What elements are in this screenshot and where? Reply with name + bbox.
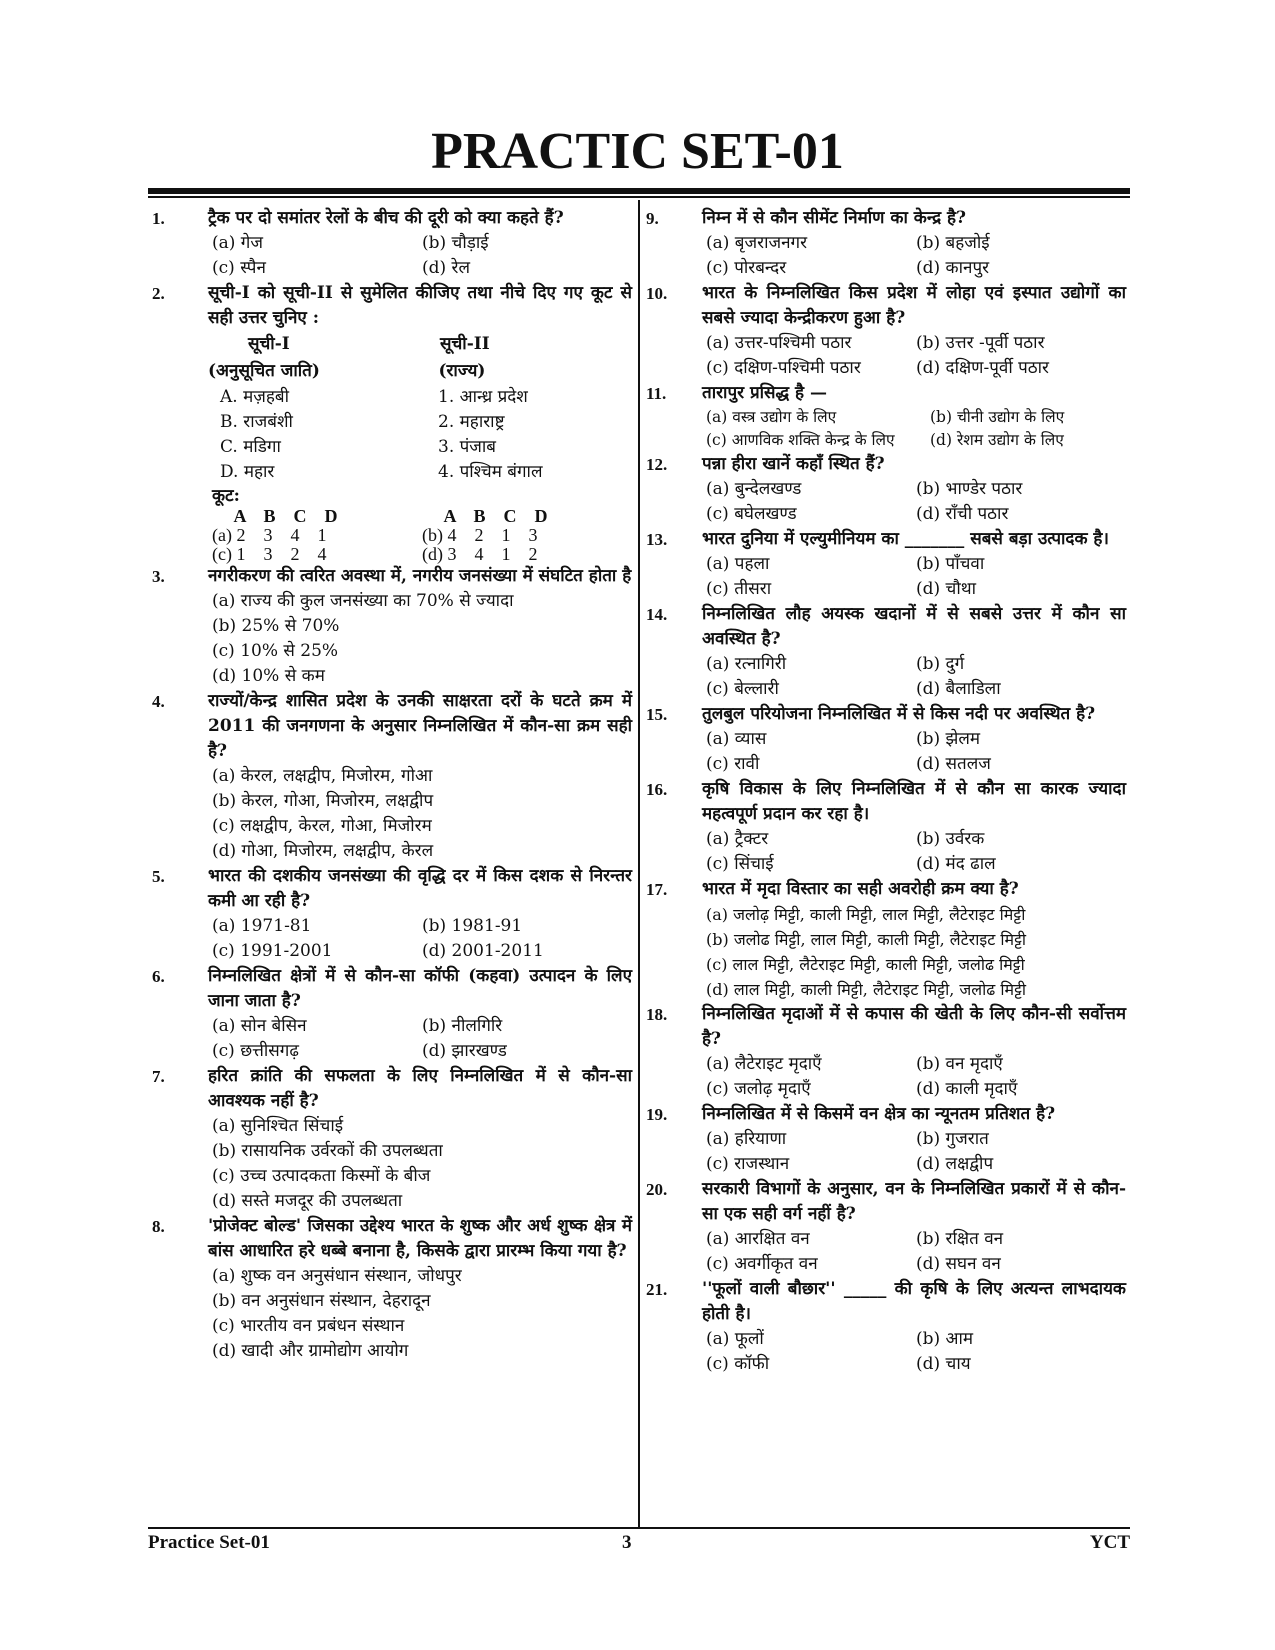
question-text: तारापुर प्रसिद्ध है — [702,383,827,403]
option: (b) जलोढ मिट्टी, लाल मिट्टी, काली मिट्टी, लैटेराइट मिट्टी [706,930,1027,949]
question-text: सूची-I को सूची-II से सुमेलित कीजिए तथा नीचे दिए गए कूट से सही उत्तर चुनिए : [208,283,632,328]
title-rule-thin [148,196,1130,198]
option: (d) सस्ते मजदूर की उपलब्धता [212,1191,403,1211]
option: (a) उत्तर-पश्चिमी पठार [706,333,852,353]
option: (d) दक्षिण-पूर्वी पठार [916,358,1050,378]
page-footer [148,1532,1130,1560]
koot-row: (c) 1 3 2 4 (d) 3 4 1 2 [212,544,538,564]
question-text: ''फूलों वाली बौछार'' _____ की कृषि के लिए अत्यन्त लाभदायक होती है। [702,1279,1126,1324]
option: (b) केरल, गोआ, मिजोरम, लक्षद्वीप [212,791,434,811]
question-14: 14. निम्नलिखित लौह अयस्क खदानों में से सबसे उत्तर में कौन सा अवस्थित है? (a) रत्नागिरी (b) दुर्ग (c) बेल्लारी (d) बैलाडिला [646,602,1126,702]
option: (c) लाल मिट्टी, लैटेराइट मिट्टी, काली मिट्टी, जलोढ मिट्टी [706,955,1025,974]
option: (b) उत्तर -पूर्वी पठार [916,333,1045,353]
option: (d) चाय [916,1354,971,1374]
option: (a) राज्य की कुल जनसंख्या का 70% से ज्यादा [212,591,514,611]
option: (b) वन मृदाएँ [916,1054,1003,1074]
question-8: 8. 'प्रोजेक्ट बोल्ड' जिसका उद्देश्य भारत के शुष्क और अर्ध शुष्क क्षेत्र में बांस आधारित हरे धब्बे बनाना है, किसके द्वारा प्रारम्भ किया गया है? (a) शुष्क वन अनुसंधान संस्थान, जोधपुर (b) वन अनुसंधान संस्थान, देहरादून (c) भारतीय वन प्रबंधन संस्थान (d) खादी और ग्रामोद्योग आयोग [152,1214,632,1364]
option: (a) बृजराजनगर [706,233,808,253]
option: (b) 25% से 70% [212,616,340,636]
question-7: 7. हरित क्रांति की सफलता के लिए निम्नलिखित में से कौन-सा आवश्यक नहीं है? (a) सुनिश्चित सिंचाई (b) रासायनिक उर्वरकों की उपलब्धता (c) उच्च उत्पादकता किस्मों के बीज (d) सस्ते मजदूर की उपलब्धता [152,1064,632,1214]
option: (b) नीलगिरि [422,1016,503,1036]
question-text: कृषि विकास के लिए निम्नलिखित में से कौन सा कारक ज्यादा महत्वपूर्ण प्रदान कर रहा है। [702,779,1126,824]
koot-header: A B C D A B C D [212,506,548,526]
option: (a) हरियाणा [706,1129,787,1149]
question-20: 20. सरकारी विभागों के अनुसार, वन के निम्नलिखित प्रकारों में से कौन-सा एक सही वर्ग नहीं है? (a) आरक्षित वन (b) रक्षित वन (c) अवर्गीकृत वन (d) सघन वन [646,1177,1126,1277]
question-15: 15. तुलबुल परियोजना निम्नलिखित में से किस नदी पर अवस्थित है? (a) व्यास (b) झेलम (c) रावी (d) सतलज [646,702,1126,777]
option: (d) सघन वन [916,1254,1001,1274]
option: (b) बहजोई [916,233,990,253]
title-rule-thick [148,188,1130,194]
question-text: 'प्रोजेक्ट बोल्ड' जिसका उद्देश्य भारत के शुष्क और अर्ध शुष्क क्षेत्र में बांस आधारित हरे धब्बे बनाना है, किसके द्वारा प्रारम्भ किया गया है? [208,1216,632,1261]
question-text: राज्यों/केन्द्र शासित प्रदेश के उनकी साक्षरता दरों के घटते क्रम में 2011 की जनगणना के अनुसार निम्नलिखित में कौन-सा क्रम सही है? [208,691,632,761]
option: (a) रत्नागिरी [706,654,787,674]
question-11: 11. तारापुर प्रसिद्ध है — (a) वस्त्र उद्योग के लिए (b) चीनी उद्योग के लिए (c) आणविक शक्ति केन्द्र के लिए (d) रेशम उद्योग के लिए [646,381,1126,452]
option: (b) चीनी उद्योग के लिए [930,408,1065,426]
option: (c) बेल्लारी [706,679,779,699]
koot-label: कूट: [212,486,240,506]
option: (d) 10% से कम [212,666,325,686]
option: (d) रेल [422,258,471,278]
page-title: PRACTIC SET-01 [431,123,844,180]
question-2: 2. सूची-I को सूची-II से सुमेलित कीजिए तथा नीचे दिए गए कूट से सही उत्तर चुनिए : सूची-I सूची-II (अनुसूचित जाति) (राज्य) A. मज़हबी 1. आन्ध्र प्रदेश B. राजबंशी 2. महाराष्ट्र C. मडिगा 3. पंजाब D. महार 4. पश्चिम बंगाल कूट: A B C D A B C D (a) 2 3 4 1 (b) 4 2 1 3 (c) 1 3 2 4 (d) 3 4 1 2 [152,283,632,564]
option: (a) ट्रैक्टर [706,829,769,849]
question-6: 6. निम्नलिखित क्षेत्रों में से कौन-सा कॉफी (कहवा) उत्पादन के लिए जाना जाता है? (a) सोन बेसिन (b) नीलगिरि (c) छत्तीसगढ़ (d) झारखण्ड [152,964,632,1064]
option: (c) 10% से 25% [212,641,339,661]
question-3: 3. नगरीकरण की त्वरित अवस्था में, नगरीय जनसंख्या में संघटित होता है (a) राज्य की कुल जनसंख्या का 70% से ज्यादा (b) 25% से 70% (c) 10% से 25% (d) 10% से कम [152,564,632,689]
option: (d) झारखण्ड [422,1041,507,1061]
option: (d) रेशम उद्योग के लिए [930,431,1064,449]
question-text: भारत में मृदा विस्तार का सही अवरोही क्रम क्या है? [702,879,1019,899]
question-text: सरकारी विभागों के अनुसार, वन के निम्नलिखित प्रकारों में से कौन-सा एक सही वर्ग नहीं है? [702,1179,1126,1224]
option: (c) आणविक शक्ति केन्द्र के लिए [706,431,895,449]
koot-row: (a) 2 3 4 1 (b) 4 2 1 3 [212,525,538,545]
question-18: 18. निम्नलिखित मृदाओं में से कपास की खेती के लिए कौन-सी सर्वोत्तम है? (a) लैटेराइट मृदाएँ (b) वन मृदाएँ (c) जलोढ़ मृदाएँ (d) काली मृदाएँ [646,1002,1126,1102]
option: (d) सतलज [916,754,991,774]
option: (c) बघेलखण्ड [706,504,797,524]
option: (d) 2001-2011 [422,941,544,961]
option: (d) राँची पठार [916,504,1009,524]
option: (a) शुष्क वन अनुसंधान संस्थान, जोधपुर [212,1266,462,1286]
question-13: 13. भारत दुनिया में एल्युमीनियम का _______ सबसे बड़ा उत्पादक है। (a) पहला (b) पाँचवा (c) तीसरा (d) चौथा [646,527,1126,602]
option: (c) जलोढ़ मृदाएँ [706,1079,811,1099]
question-text: निम्न में से कौन सीमेंट निर्माण का केन्द्र है? [702,208,967,228]
question-21: 21. ''फूलों वाली बौछार'' _____ की कृषि के लिए अत्यन्त लाभदायक होती है। (a) फूलों (b) आम (c) कॉफी (d) चाय [646,1277,1126,1377]
option: (d) खादी और ग्रामोद्योग आयोग [212,1341,409,1361]
question-4: 4. राज्यों/केन्द्र शासित प्रदेश के उनकी साक्षरता दरों के घटते क्रम में 2011 की जनगणना के अनुसार निम्नलिखित में कौन-सा क्रम सही है? (a) केरल, लक्षद्वीप, मिजोरम, गोआ (b) केरल, गोआ, मिजोरम, लक्षद्वीप (c) लक्षद्वीप, केरल, गोआ, मिजोरम (d) गोआ, मिजोरम, लक्षद्वीप, केरल [152,689,632,864]
option: (c) राजस्थान [706,1154,790,1174]
question-text: नगरीकरण की त्वरित अवस्था में, नगरीय जनसंख्या में संघटित होता है [208,566,632,586]
left-column [152,206,632,1364]
match-row: D. महार 4. पश्चिम बंगाल [220,462,543,482]
option: (b) 1981-91 [422,916,523,936]
option: (a) वस्त्र उद्योग के लिए [706,408,837,426]
footer-set-label: Practice Set-01 [148,1532,270,1553]
question-text: निम्नलिखित में से किसमें वन क्षेत्र का न्यूनतम प्रतिशत है? [702,1104,1056,1124]
option: (a) फूलों [706,1329,764,1349]
option: (a) केरल, लक्षद्वीप, मिजोरम, गोआ [212,766,433,786]
question-19: 19. निम्नलिखित में से किसमें वन क्षेत्र का न्यूनतम प्रतिशत है? (a) हरियाणा (b) गुजरात (c) राजस्थान (d) लक्षद्वीप [646,1102,1126,1177]
option: (c) लक्षद्वीप, केरल, गोआ, मिजोरम [212,816,432,836]
question-1: 1. ट्रैक पर दो समांतर रेलों के बीच की दूरी को क्या कहते हैं? (a) गेज (b) चौड़ाई (c) स्पैन (d) रेल [152,206,632,281]
footer-rule [148,1527,1130,1529]
option: (d) बैलाडिला [916,679,1001,699]
option: (d) गोआ, मिजोरम, लक्षद्वीप, केरल [212,841,434,861]
option: (b) दुर्ग [916,654,965,674]
option: (b) गुजरात [916,1129,989,1149]
option: (d) मंद ढाल [916,854,996,874]
question-text: भारत की दशकीय जनसंख्या की वृद्धि दर में किस दशक से निरन्तर कमी आ रही है? [208,866,632,911]
match-row: C. मडिगा 3. पंजाब [220,437,497,457]
option: (c) भारतीय वन प्रबंधन संस्थान [212,1316,405,1336]
option: (c) दक्षिण-पश्चिमी पठार [706,358,861,378]
option: (b) उर्वरक [916,829,985,849]
option: (c) स्पैन [212,258,266,278]
question-10: 10. भारत के निम्नलिखित किस प्रदेश में लोहा एवं इस्पात उद्योगों का सबसे ज्यादा केन्द्रीकरण हुआ है? (a) उत्तर-पश्चिमी पठार (b) उत्तर -पूर्वी पठार (c) दक्षिण-पश्चिमी पठार (d) दक्षिण-पूर्वी पठार [646,281,1126,381]
option: (c) तीसरा [706,579,772,599]
option: (b) रासायनिक उर्वरकों की उपलब्धता [212,1141,443,1161]
option: (a) जलोढ़ मिट्टी, काली मिट्टी, लाल मिट्टी, लैटेराइट मिट्टी [706,905,1026,924]
option: (d) काली मृदाएँ [916,1079,1018,1099]
question-9: 9. निम्न में से कौन सीमेंट निर्माण का केन्द्र है? (a) बृजराजनगर (b) बहजोई (c) पोरबन्दर (d) कानपुर [646,206,1126,281]
option: (b) भाण्डेर पठार [916,479,1023,499]
option: (d) कानपुर [916,258,990,278]
option: (a) सोन बेसिन [212,1016,307,1036]
question-16: 16. कृषि विकास के लिए निम्नलिखित में से कौन सा कारक ज्यादा महत्वपूर्ण प्रदान कर रहा है। (a) ट्रैक्टर (b) उर्वरक (c) सिंचाई (d) मंद ढाल [646,777,1126,877]
option: (a) सुनिश्चित सिंचाई [212,1116,344,1136]
column-divider [638,200,640,1528]
page-number: 3 [622,1532,632,1553]
option: (d) लाल मिट्टी, काली मिट्टी, लैटेराइट मिट्टी, जलोढ मिट्टी [706,980,1027,999]
option: (d) लक्षद्वीप [916,1154,994,1174]
question-12: 12. पन्ना हीरा खानें कहाँ स्थित हैं? (a) बुन्देलखण्ड (b) भाण्डेर पठार (c) बघेलखण्ड (d) राँची पठार [646,452,1126,527]
match-subheader: (अनुसूचित जाति) (राज्य) [208,361,486,381]
option: (a) 1971-81 [212,916,312,936]
match-header: सूची-I सूची-II [248,334,490,354]
question-text: हरित क्रांति की सफलता के लिए निम्नलिखित में से कौन-सा आवश्यक नहीं है? [208,1066,632,1111]
option: (a) गेज [212,233,263,253]
match-row: A. मज़हबी 1. आन्ध्र प्रदेश [220,387,528,407]
question-text: निम्नलिखित क्षेत्रों में से कौन-सा कॉफी (कहवा) उत्पादन के लिए जाना जाता है? [208,966,632,1011]
option: (b) झेलम [916,729,981,749]
option: (a) व्यास [706,729,767,749]
option: (c) पोरबन्दर [706,258,787,278]
option: (c) रावी [706,754,760,774]
option: (a) आरक्षित वन [706,1229,810,1249]
question-text: तुलबुल परियोजना निम्नलिखित में से किस नदी पर अवस्थित है? [702,704,1096,724]
option: (c) अवर्गीकृत वन [706,1254,818,1274]
footer-publisher: YCT [1089,1532,1130,1553]
option: (c) छत्तीसगढ़ [212,1041,299,1061]
question-5: 5. भारत की दशकीय जनसंख्या की वृद्धि दर में किस दशक से निरन्तर कमी आ रही है? (a) 1971-81 (b) 1981-91 (c) 1991-2001 (d) 2001-2011 [152,864,632,964]
question-text: ट्रैक पर दो समांतर रेलों के बीच की दूरी को क्या कहते हैं? [208,208,564,228]
option: (a) बुन्देलखण्ड [706,479,802,499]
question-text: निम्नलिखित मृदाओं में से कपास की खेती के लिए कौन-सी सर्वोत्तम है? [702,1004,1126,1049]
option: (c) कॉफी [706,1354,770,1374]
option: (d) चौथा [916,579,977,599]
option: (b) रक्षित वन [916,1229,1004,1249]
option: (b) पाँचवा [916,554,985,574]
question-text: भारत के निम्नलिखित किस प्रदेश में लोहा एवं इस्पात उद्योगों का सबसे ज्यादा केन्द्रीकरण हुआ है? [702,283,1126,328]
option: (a) पहला [706,554,770,574]
question-text: भारत दुनिया में एल्युमीनियम का _______ सबसे बड़ा उत्पादक है। [702,529,1109,549]
question-text: पन्ना हीरा खानें कहाँ स्थित हैं? [702,454,885,474]
option: (b) आम [916,1329,974,1349]
option: (c) सिंचाई [706,854,774,874]
question-text: निम्नलिखित लौह अयस्क खदानों में से सबसे उत्तर में कौन सा अवस्थित है? [702,604,1126,649]
option: (a) लैटेराइट मृदाएँ [706,1054,822,1074]
option: (b) वन अनुसंधान संस्थान, देहरादून [212,1291,431,1311]
option: (c) उच्च उत्पादकता किस्मों के बीज [212,1166,431,1186]
option: (c) 1991-2001 [212,941,333,961]
option: (b) चौड़ाई [422,233,489,253]
match-row: B. राजबंशी 2. महाराष्ट्र [220,412,505,432]
right-column [646,206,1126,1377]
question-17: 17. भारत में मृदा विस्तार का सही अवरोही क्रम क्या है? (a) जलोढ़ मिट्टी, काली मिट्टी, लाल मिट्टी, लैटेराइट मिट्टी (b) जलोढ मिट्टी, लाल मिट्टी, काली मिट्टी, लैटेराइट मिट्टी (c) लाल मिट्टी, लैटेराइट मिट्टी, काली मिट्टी, जलोढ मिट्टी (d) लाल मिट्टी, काली मिट्टी, लैटेराइट मिट्टी, जलोढ मिट्टी [646,877,1126,1002]
